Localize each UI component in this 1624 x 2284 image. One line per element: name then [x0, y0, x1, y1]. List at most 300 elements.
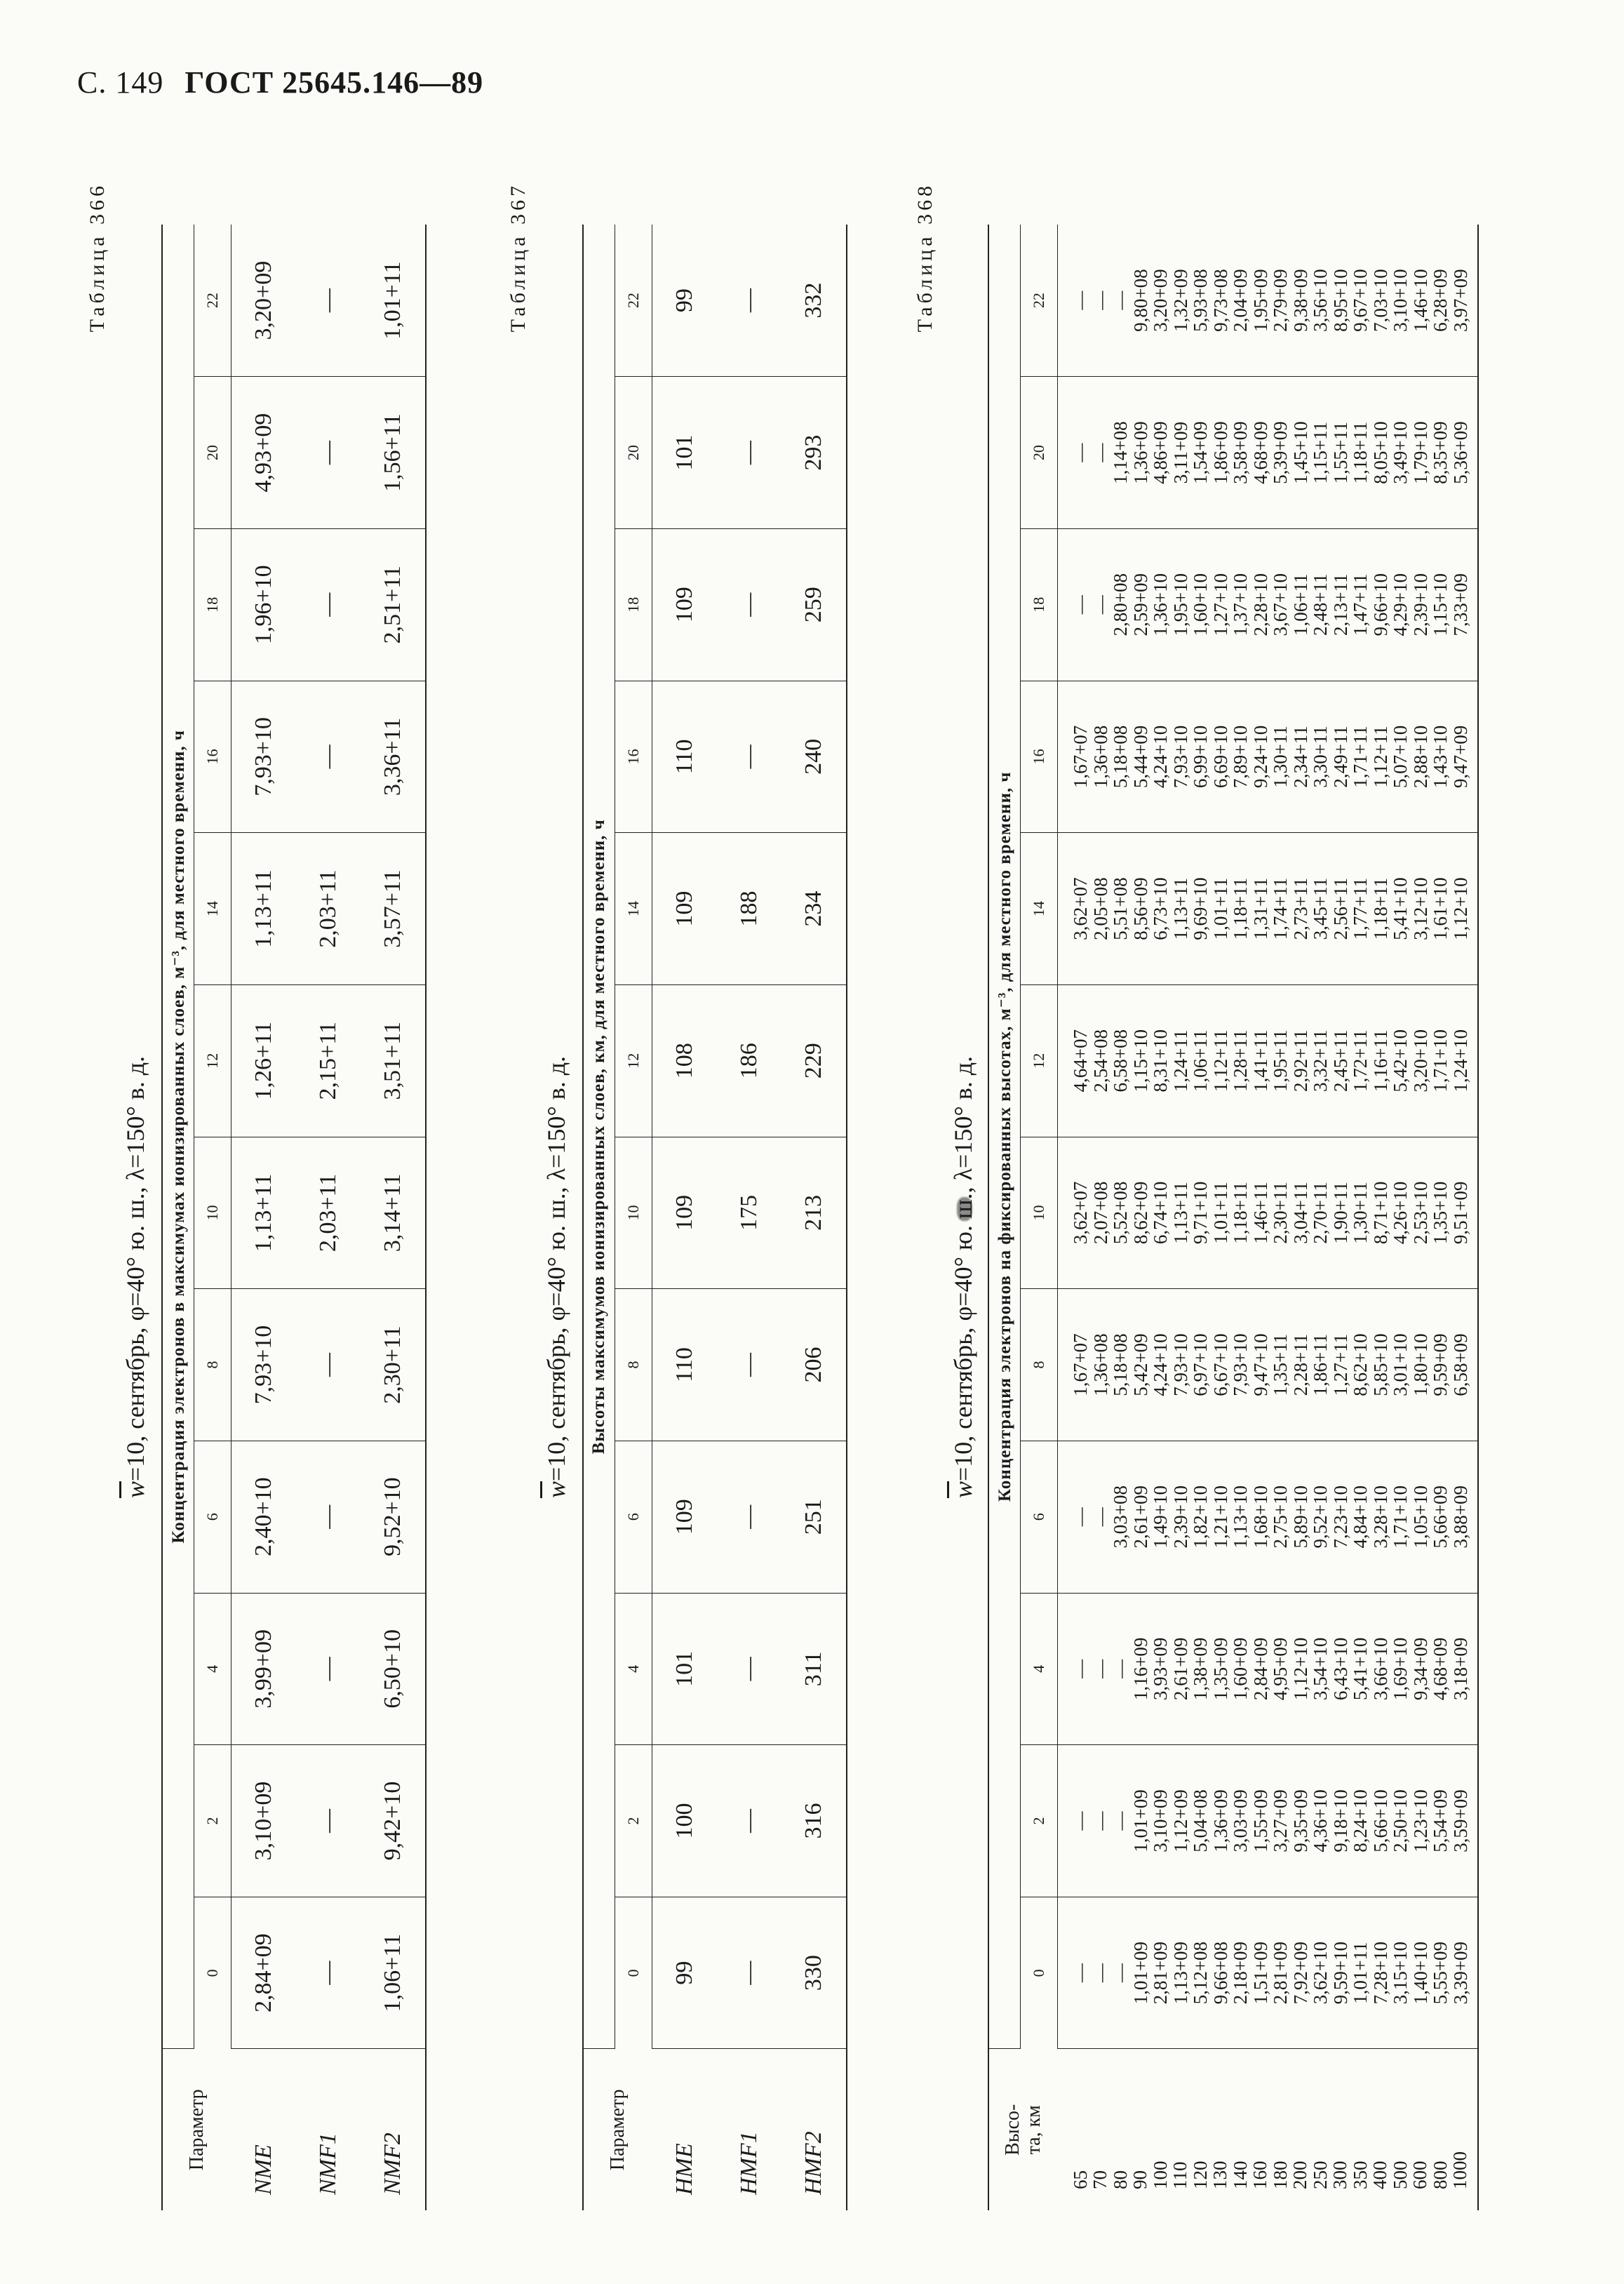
value-cell: 3,10+09	[231, 1745, 297, 1897]
value-cell: 2,48+11	[1310, 573, 1331, 636]
value-cell: —	[717, 681, 781, 833]
value-cell: 311	[781, 1593, 847, 1745]
value-cell: 5,39+09	[1270, 421, 1291, 484]
value-cell: 1,80+10	[1409, 1333, 1431, 1396]
value-cell: 5,12+08	[1190, 1941, 1211, 2005]
value-cell: 229	[781, 984, 847, 1137]
value-cell: 109	[652, 833, 718, 985]
table-row	[296, 225, 361, 2210]
table-368-label: Таблица 368	[913, 182, 937, 333]
value-cell: 3,57+11	[361, 833, 426, 985]
height-value: 90	[1129, 2170, 1150, 2189]
value-column	[1058, 984, 1479, 1137]
table-368-block	[913, 154, 1564, 2259]
value-cell: 1,15+10	[1129, 1029, 1151, 1093]
value-cell: 1,56+11	[361, 377, 426, 529]
value-cell: 1,18+11	[1230, 877, 1251, 940]
height-header: Высо- та, км	[988, 2049, 1058, 2210]
value-cell: 2,28+10	[1249, 573, 1271, 636]
value-cell: 5,93+08	[1190, 269, 1211, 332]
hour-header: 22	[1021, 225, 1058, 377]
value-cell: 3,66+10	[1369, 1637, 1391, 1701]
hour-header: 4	[615, 1593, 652, 1745]
value-cell: 2,30+11	[1270, 1182, 1291, 1244]
value-cell: 1,01+09	[1129, 1789, 1151, 1852]
value-cell: 3,14+11	[361, 1137, 426, 1289]
value-cell: 4,93+09	[231, 377, 297, 529]
value-cell: 1,67+07	[1070, 1333, 1091, 1396]
value-cell: —	[1089, 1659, 1111, 1678]
value-cell: 1,16+09	[1129, 1637, 1151, 1701]
value-cell: 5,44+09	[1129, 725, 1151, 789]
height-value: 110	[1169, 2161, 1190, 2189]
value-cell: —	[1110, 1811, 1131, 1831]
value-cell: 2,07+08	[1089, 1181, 1111, 1245]
value-cell: 7,93+10	[1169, 725, 1191, 789]
value-cell: 259	[781, 528, 847, 681]
value-cell: 2,81+09	[1150, 1941, 1171, 2005]
value-cell: 2,61+09	[1169, 1637, 1191, 1701]
value-cell: —	[296, 377, 361, 529]
value-cell: 3,20+10	[1409, 1029, 1431, 1093]
value-cell: 3,67+10	[1270, 573, 1291, 636]
value-cell: 3,01+10	[1390, 1333, 1411, 1396]
value-cell: 1,82+10	[1190, 1485, 1211, 1549]
value-cell: 2,13+11	[1329, 573, 1351, 636]
hour-header: 22	[615, 225, 652, 377]
value-cell: 1,30+11	[1350, 1182, 1371, 1244]
value-cell: 1,18+11	[1369, 877, 1391, 940]
hour-header: 10	[194, 1137, 231, 1289]
value-cell: 7,93+10	[231, 1289, 297, 1441]
value-cell: 109	[652, 1137, 718, 1289]
value-cell: 3,20+09	[231, 225, 297, 377]
table-367-title: $\overline{w}=10$, сентябрь, φ=40° ю. ш., λ=150° в. д.	[542, 1055, 570, 1499]
value-cell: 1,60+10	[1190, 573, 1211, 636]
value-cell: 2,88+10	[1409, 725, 1431, 789]
value-cell: 1,31+11	[1249, 877, 1271, 940]
height-value: 350	[1349, 2161, 1371, 2189]
table-368-body-row	[1058, 225, 1479, 2210]
value-cell: 1,13+10	[1230, 1485, 1251, 1549]
param-name: HMF2	[781, 2049, 847, 2210]
value-cell: 5,85+10	[1369, 1333, 1391, 1396]
value-cell: 110	[652, 681, 718, 833]
hour-header: 10	[615, 1137, 652, 1289]
value-cell: 1,36+08	[1089, 725, 1111, 789]
value-cell: 2,50+10	[1390, 1789, 1411, 1852]
value-cell: —	[1070, 1811, 1091, 1831]
hour-header: 4	[194, 1593, 231, 1745]
hour-header: 14	[1021, 833, 1058, 985]
value-cell: 8,62+10	[1350, 1333, 1371, 1396]
value-cell: 99	[652, 1897, 718, 2049]
value-cell: 1,27+10	[1209, 573, 1231, 636]
value-cell: 3,32+11	[1310, 1029, 1331, 1092]
value-cell: 1,13+11	[231, 1137, 297, 1289]
value-cell: 3,93+09	[1150, 1637, 1171, 1701]
value-cell: 110	[652, 1289, 718, 1441]
value-cell: 1,46+10	[1409, 269, 1431, 332]
value-cell: 3,10+10	[1390, 269, 1411, 332]
value-cell: 2,18+09	[1230, 1941, 1251, 2005]
value-cell: 3,03+09	[1230, 1789, 1251, 1852]
value-cell: 6,99+10	[1190, 725, 1211, 789]
hour-header: 8	[615, 1289, 652, 1441]
hour-header: 22	[194, 225, 231, 377]
value-cell: 3,62+07	[1070, 877, 1091, 940]
table-368-title: $\overline{w}=10$, сентябрь, φ=40° ю. ш., λ=150° в. д.	[949, 1055, 977, 1499]
value-cell: 2,03+11	[296, 833, 361, 985]
value-column	[1058, 1137, 1479, 1289]
value-cell: 1,55+11	[1329, 421, 1351, 484]
value-column	[1058, 1289, 1479, 1441]
value-cell: 108	[652, 984, 718, 1137]
value-cell: 1,12+10	[1449, 877, 1471, 940]
value-cell: 1,15+10	[1430, 573, 1451, 636]
value-cell: 4,68+09	[1430, 1637, 1451, 1701]
value-cell: 8,35+09	[1430, 421, 1451, 484]
value-cell: 2,04+09	[1230, 269, 1251, 332]
hour-header: 6	[615, 1441, 652, 1593]
value-cell: 1,46+11	[1249, 1182, 1271, 1244]
table-367	[582, 225, 847, 2210]
table-366-label: Таблица 366	[86, 182, 109, 333]
value-cell: 213	[781, 1137, 847, 1289]
value-cell: 2,92+11	[1289, 1029, 1311, 1092]
value-cell: 5,42+10	[1390, 1029, 1411, 1093]
standard-number: ГОСТ 25645.146—89	[184, 65, 484, 100]
value-cell: 109	[652, 528, 718, 681]
value-cell: 1,27+11	[1329, 1333, 1351, 1396]
value-cell: 1,71+10	[1390, 1485, 1411, 1549]
span-caption: Концентрация электронов на фиксированных высотах, м⁻³, для местного времени, ч	[988, 225, 1021, 2049]
value-cell: 3,59+09	[1449, 1789, 1471, 1852]
value-cell: 2,84+09	[231, 1897, 297, 2049]
value-cell: —	[717, 225, 781, 377]
hour-header: 12	[615, 984, 652, 1137]
value-cell: 5,51+08	[1110, 877, 1131, 940]
value-cell: 1,54+09	[1190, 421, 1211, 484]
height-value: 800	[1429, 2161, 1451, 2189]
value-cell: —	[1110, 290, 1131, 310]
value-cell: —	[1110, 1659, 1131, 1678]
value-cell: 3,03+08	[1110, 1485, 1131, 1549]
hour-header: 4	[1021, 1593, 1058, 1745]
value-cell: 1,28+11	[1230, 1029, 1251, 1092]
value-cell: 2,84+09	[1249, 1637, 1271, 1701]
value-cell: 8,71+10	[1369, 1181, 1391, 1245]
value-cell: 8,95+10	[1329, 269, 1351, 332]
value-cell: 186	[717, 984, 781, 1137]
value-cell: 1,06+11	[1289, 573, 1311, 636]
value-cell: —	[296, 528, 361, 681]
hour-header: 2	[1021, 1745, 1058, 1897]
value-cell: 1,49+10	[1150, 1485, 1171, 1549]
value-cell: 1,95+10	[1169, 573, 1191, 636]
value-cell: 6,69+10	[1209, 725, 1231, 789]
value-cell: 1,01+09	[1129, 1941, 1151, 2005]
value-cell: —	[717, 528, 781, 681]
value-cell: —	[296, 681, 361, 833]
value-cell: 5,18+08	[1110, 1333, 1131, 1396]
value-cell: 3,49+10	[1390, 421, 1411, 484]
rotated-content	[77, 154, 1571, 2259]
value-cell: 1,18+11	[1350, 421, 1371, 484]
value-cell: 3,04+11	[1289, 1182, 1311, 1244]
value-cell: 8,62+09	[1129, 1181, 1151, 1245]
value-cell: 8,05+10	[1369, 421, 1391, 484]
value-cell: 3,97+09	[1449, 269, 1471, 332]
value-cell: 1,36+10	[1150, 573, 1171, 636]
value-cell: 1,36+09	[1209, 1789, 1231, 1852]
value-cell: 1,90+11	[1329, 1182, 1351, 1244]
value-cell: 2,81+09	[1270, 1941, 1291, 2005]
value-cell: 1,51+09	[1249, 1941, 1271, 2005]
hour-header: 16	[615, 681, 652, 833]
value-cell: 4,24+10	[1150, 725, 1171, 789]
value-cell: 2,39+10	[1169, 1485, 1191, 1549]
value-cell: 3,58+09	[1230, 421, 1251, 484]
hour-header: 0	[615, 1897, 652, 2049]
value-cell: 7,33+09	[1449, 573, 1471, 636]
value-cell: 1,14+08	[1110, 421, 1131, 484]
value-cell: —	[1089, 1507, 1111, 1527]
value-cell: 1,01+11	[1209, 1182, 1231, 1244]
value-cell: 1,72+11	[1350, 1029, 1371, 1092]
value-cell: —	[1089, 1963, 1111, 1983]
value-cell: 1,13+11	[1169, 877, 1191, 940]
value-cell: 2,56+11	[1329, 877, 1351, 940]
hour-header: 12	[1021, 984, 1058, 1137]
value-cell: 4,36+10	[1310, 1789, 1331, 1852]
value-column	[1058, 225, 1479, 377]
param-name: HMF1	[736, 2131, 762, 2195]
hour-header: 6	[1021, 1441, 1058, 1593]
table-366	[161, 225, 427, 2210]
value-cell: 3,56+10	[1310, 269, 1331, 332]
value-cell: 2,51+11	[361, 528, 426, 681]
value-cell: 1,15+11	[1310, 421, 1331, 484]
value-cell: 234	[781, 833, 847, 985]
height-value: 300	[1329, 2161, 1350, 2189]
value-cell: 5,07+10	[1390, 725, 1411, 789]
height-value: 80	[1109, 2170, 1131, 2189]
value-cell: 5,89+10	[1289, 1485, 1311, 1549]
height-value: 400	[1369, 2161, 1390, 2189]
value-cell: 1,74+11	[1270, 877, 1291, 940]
param-name: NMF2	[361, 2049, 426, 2210]
height-value: 180	[1269, 2161, 1291, 2189]
value-cell: 2,28+11	[1289, 1333, 1311, 1396]
value-cell: —	[1089, 595, 1111, 615]
value-cell: 188	[717, 833, 781, 985]
value-cell: 9,42+10	[361, 1745, 426, 1897]
value-cell: 4,68+09	[1249, 421, 1271, 484]
value-cell: 3,51+11	[361, 984, 426, 1137]
value-cell: 240	[781, 681, 847, 833]
value-cell: 9,52+10	[1310, 1485, 1331, 1549]
value-cell: 9,80+08	[1129, 269, 1151, 332]
height-value: 70	[1089, 2170, 1110, 2189]
value-cell: 3,99+09	[231, 1593, 297, 1745]
value-cell: 7,93+10	[1230, 1333, 1251, 1396]
hour-header: 14	[615, 833, 652, 985]
value-cell: 1,69+10	[1390, 1637, 1411, 1701]
value-cell: 1,26+11	[231, 984, 297, 1137]
param-name: HME	[671, 2143, 697, 2195]
value-cell: 1,41+11	[1249, 1029, 1271, 1092]
value-cell: —	[296, 1441, 361, 1593]
value-cell: 6,58+09	[1449, 1333, 1471, 1396]
value-cell: 2,49+11	[1329, 726, 1351, 788]
value-cell: 6,74+10	[1150, 1181, 1171, 1245]
value-cell: 4,26+10	[1390, 1181, 1411, 1245]
value-cell: 1,21+10	[1209, 1485, 1231, 1549]
value-cell: 251	[781, 1441, 847, 1593]
value-cell: 1,95+11	[1270, 1029, 1291, 1092]
value-cell: 5,41+10	[1390, 877, 1411, 940]
value-cell: —	[296, 1897, 361, 2049]
value-cell: 4,84+10	[1350, 1485, 1371, 1549]
value-cell: 2,73+11	[1289, 877, 1311, 940]
value-cell: 1,86+09	[1209, 421, 1231, 484]
hour-header: 20	[615, 377, 652, 529]
hour-header: 0	[194, 1897, 231, 2049]
value-cell: —	[717, 1289, 781, 1441]
table-row	[781, 225, 847, 2210]
value-cell: 3,12+10	[1409, 877, 1431, 940]
value-cell: 5,66+10	[1369, 1789, 1391, 1852]
value-cell: 7,93+10	[231, 681, 297, 833]
value-cell: 1,13+11	[231, 833, 297, 985]
value-column	[1058, 1593, 1479, 1745]
value-cell: 3,39+09	[1449, 1941, 1471, 2005]
value-cell: 1,77+11	[1350, 877, 1371, 940]
height-value: 1000	[1449, 2151, 1470, 2189]
value-cell: 9,67+10	[1350, 269, 1371, 332]
value-cell: —	[296, 1745, 361, 1897]
value-column	[1058, 1441, 1479, 1593]
value-cell: 1,35+09	[1209, 1637, 1231, 1701]
value-cell: 8,56+09	[1129, 877, 1151, 940]
page-number: С. 149	[77, 65, 164, 100]
value-cell: 5,18+08	[1110, 725, 1131, 789]
value-cell: —	[717, 1745, 781, 1897]
value-cell: 101	[652, 377, 718, 529]
height-value: 250	[1309, 2161, 1331, 2189]
height-value: 160	[1249, 2161, 1270, 2189]
value-column	[1058, 1897, 1479, 2049]
height-value: 100	[1149, 2161, 1171, 2189]
value-cell: 332	[781, 225, 847, 377]
table-366-block	[77, 154, 512, 2259]
hour-header: 10	[1021, 1137, 1058, 1289]
value-cell: 3,15+10	[1390, 1941, 1411, 2005]
value-cell: 3,10+09	[1150, 1789, 1171, 1852]
value-cell: 1,60+09	[1230, 1637, 1251, 1701]
hour-header: 2	[194, 1745, 231, 1897]
value-cell: 2,40+10	[231, 1441, 297, 1593]
value-cell: 3,62+07	[1070, 1181, 1091, 1245]
value-cell: 6,67+10	[1209, 1333, 1231, 1396]
value-cell: 9,59+09	[1430, 1333, 1451, 1396]
value-cell: —	[1089, 1811, 1111, 1831]
hour-header: 8	[1021, 1289, 1058, 1441]
value-cell: —	[1070, 1659, 1091, 1678]
value-cell: —	[1070, 1963, 1091, 1983]
hour-header: 0	[1021, 1897, 1058, 2049]
value-cell: 4,24+10	[1150, 1333, 1171, 1396]
value-cell: 1,12+11	[1369, 726, 1391, 788]
value-cell: —	[717, 1441, 781, 1593]
value-cell: 101	[652, 1593, 718, 1745]
value-cell: 6,50+10	[361, 1593, 426, 1745]
value-cell: 1,06+11	[1190, 1029, 1211, 1092]
value-cell: 1,13+11	[1169, 1182, 1191, 1244]
value-cell: 99	[652, 225, 718, 377]
value-cell: —	[717, 1897, 781, 2049]
value-cell: 1,55+09	[1249, 1789, 1271, 1852]
value-cell: 3,27+09	[1270, 1789, 1291, 1852]
table-row	[361, 225, 426, 2210]
hour-header: 18	[194, 528, 231, 681]
value-cell: 9,71+10	[1190, 1181, 1211, 1245]
value-cell: 7,23+10	[1329, 1485, 1351, 1549]
value-cell: 2,03+11	[296, 1137, 361, 1289]
value-cell: 2,30+11	[361, 1289, 426, 1441]
value-cell: —	[1070, 595, 1091, 615]
height-column	[1058, 2049, 1479, 2210]
value-cell: 1,38+09	[1190, 1637, 1211, 1701]
value-cell: 1,30+11	[1270, 726, 1291, 788]
value-cell: 2,59+09	[1129, 573, 1151, 636]
value-cell: 1,06+11	[361, 1897, 426, 2049]
value-column	[1058, 377, 1479, 529]
hour-header: 18	[615, 528, 652, 681]
hour-header: 16	[194, 681, 231, 833]
table-367-block	[506, 154, 947, 2259]
height-value: 500	[1389, 2161, 1411, 2189]
height-value: 130	[1209, 2161, 1230, 2189]
value-cell: 1,24+10	[1449, 1029, 1471, 1093]
value-cell: 330	[781, 1897, 847, 2049]
value-cell: 1,47+11	[1350, 573, 1371, 636]
value-cell: 9,66+10	[1369, 573, 1391, 636]
value-cell: 5,55+09	[1430, 1941, 1451, 2005]
value-cell: 9,38+09	[1289, 269, 1311, 332]
value-cell: —	[296, 225, 361, 377]
value-cell: 2,34+11	[1289, 726, 1311, 788]
value-cell: 2,53+10	[1409, 1181, 1431, 1245]
value-cell: 3,45+11	[1310, 877, 1331, 940]
table-366-title: $\overline{w}=10$, сентябрь, φ=40° ю. ш., λ=150° в. д.	[121, 1055, 149, 1499]
height-value: 600	[1409, 2161, 1430, 2189]
value-cell: 1,01+11	[361, 225, 426, 377]
value-cell: —	[1110, 1963, 1131, 1983]
table-368	[988, 225, 1479, 2210]
value-cell: 2,15+11	[296, 984, 361, 1137]
value-cell: —	[717, 1593, 781, 1745]
value-cell: 206	[781, 1289, 847, 1441]
table-row	[652, 225, 718, 2210]
hour-header: 20	[1021, 377, 1058, 529]
value-cell: 1,36+08	[1089, 1333, 1111, 1396]
value-cell: 2,61+09	[1129, 1485, 1151, 1549]
table-row	[717, 225, 781, 2210]
value-cell: 7,93+10	[1169, 1333, 1191, 1396]
hour-header: 16	[1021, 681, 1058, 833]
